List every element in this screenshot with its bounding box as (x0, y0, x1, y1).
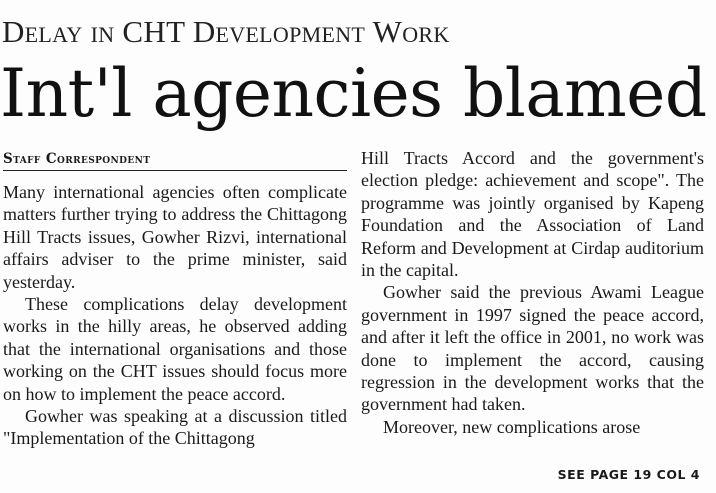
continuation-note: SEE PAGE 19 COL 4 (557, 467, 700, 482)
body-paragraph-5: Gowher said the previous Awami League government in 1997 signed the peace accord, and after it left the office in 2001, no work was done to implement the accord, causing regression in the development works that the government had taken. (361, 282, 704, 415)
body-paragraph-6: Moreover, new complications arose (383, 416, 641, 437)
byline: Staff Correspondent (3, 146, 347, 171)
body-paragraph-1: Many international agencies often complicate matters further trying to address the Chittagong Hill Tracts issues, Gowher Rizvi, international affairs adviser to the prime minister, said yesterday. (3, 182, 347, 292)
right-column (361, 146, 704, 438)
main-headline: Int'l agencies blamed (0, 55, 707, 132)
kicker-headline: Delay in CHT Development Work (2, 14, 450, 49)
body-paragraph-4: Hill Tracts Accord and the government's election pledge: achievement and scope". The programme was jointly organised by Kapeng Foundation and the Association of Land Reform and Development at Cirdap auditorium in the capital. (361, 148, 704, 281)
body-paragraph-2: These complications delay development works in the hilly areas, he observed adding that the international organisations and those working on the CHT issues should focus more on how to implement the peace accord. (3, 294, 347, 404)
left-column (3, 146, 347, 450)
body-paragraph-3: Gowher was speaking at a discussion titled "Implementation of the Chittagong (3, 406, 347, 449)
